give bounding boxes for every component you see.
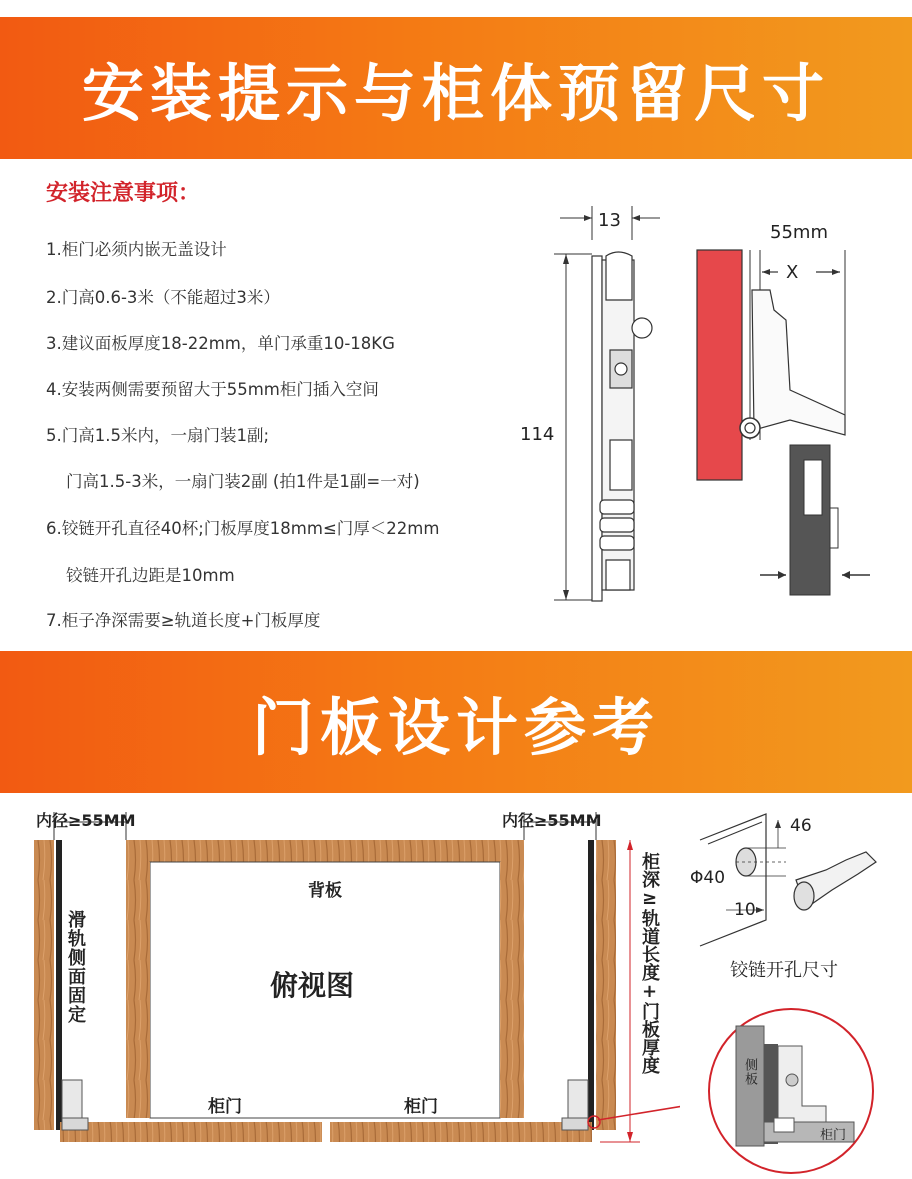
right-slide-rail: [588, 840, 594, 1130]
back-panel-label: 背板: [308, 881, 342, 901]
note-item: 铰链开孔边距是10mm: [66, 566, 235, 585]
right-side-panel: [596, 840, 616, 1130]
door-panel: [697, 250, 742, 480]
note-item: 门高1.5-3米，一扇门装2副 (拍1件是1副=一对): [66, 472, 420, 491]
hinge-right: [568, 1080, 588, 1120]
notes-title: 安装注意事项：: [46, 181, 201, 206]
door-left-panel: [60, 1122, 322, 1142]
dim-46: 46: [790, 816, 812, 836]
note-item: 2.门高0.6-3米（不能超过3米）: [46, 288, 280, 307]
dim-13: 13: [598, 210, 621, 231]
dim-x: X: [786, 262, 799, 283]
bottom-banner-title: 门板设计参考: [251, 690, 660, 764]
note-item: 4.安装两侧需要预留大于55mm柜门插入空间: [46, 380, 379, 399]
view-name: 俯视图: [270, 969, 355, 1002]
side-fix-label: 滑轨侧面固定: [65, 910, 86, 1024]
side-elevation-diagram: [510, 200, 660, 610]
dim-phi40: Φ40: [690, 868, 726, 888]
left-side-panel: [34, 840, 54, 1130]
right-gap-label: 内径≥55MM: [502, 811, 602, 830]
top-banner: [0, 17, 912, 159]
dim-10: 10: [734, 900, 756, 920]
note-item: 5.门高1.5米内，一扇门装1副;: [46, 426, 270, 445]
note-item: 1.柜门必须内嵌无盖设计: [46, 240, 227, 259]
door-right-panel: [330, 1122, 592, 1142]
zoom-side-panel: [736, 1026, 764, 1146]
hinge-hole-caption: 铰链开孔尺寸: [730, 960, 838, 981]
door-right-label: 柜门: [404, 1097, 438, 1117]
bottom-banner: [0, 651, 912, 793]
door-left-label: 柜门: [208, 1097, 242, 1117]
note-item: 3.建议面板厚度18-22mm，单门承重10-18KG: [46, 334, 395, 353]
top-banner-title: 安装提示与柜体预留尺寸: [81, 56, 830, 130]
hinge-left: [62, 1080, 82, 1120]
zoom-door-label: 柜门: [820, 1128, 847, 1143]
dim-114: 114: [520, 424, 555, 445]
zoom-side-panel-label: 侧板: [742, 1058, 757, 1086]
depth-note: 柜深≥轨道长度+门板厚度: [639, 852, 660, 1074]
note-item: 6.铰链开孔直径40杯;门板厚度18mm≤门厚＜22mm: [46, 519, 440, 538]
note-item: 7.柜子净深需要≥轨道长度+门板厚度: [46, 611, 321, 630]
left-gap-label: 内径≥55MM: [36, 811, 136, 830]
dim-55mm: 55mm: [770, 222, 828, 243]
hinge-zoom-detail: [706, 1006, 876, 1176]
